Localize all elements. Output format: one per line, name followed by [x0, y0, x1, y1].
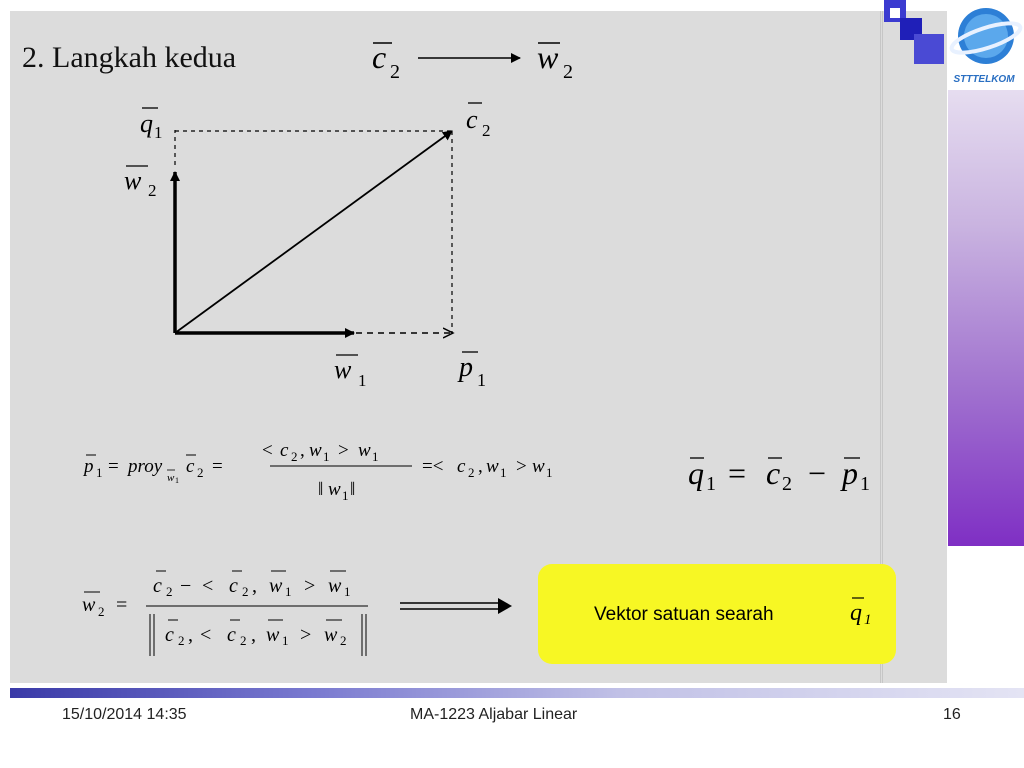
svg-text:>: >: [516, 456, 527, 477]
svg-text:1: 1: [154, 123, 163, 142]
svg-text:−: −: [180, 575, 192, 597]
svg-text:<: <: [262, 440, 273, 461]
svg-text:,: ,: [188, 624, 193, 646]
callout-box: [538, 564, 896, 664]
svg-text:c: c: [165, 624, 174, 646]
svg-text:>: >: [304, 575, 316, 597]
footer-date: 15/10/2014 14:35: [62, 706, 187, 723]
svg-text:‖: ‖: [350, 479, 356, 500]
footer-page-number: 16: [943, 706, 961, 723]
projection-diagram: [124, 103, 491, 390]
svg-text:2: 2: [468, 465, 475, 480]
svg-text:w: w: [358, 440, 371, 461]
svg-text:1: 1: [285, 584, 292, 599]
w2-equation: [82, 571, 368, 656]
svg-text:c: c: [186, 456, 195, 477]
svg-text:−: −: [808, 455, 827, 491]
svg-text:,: ,: [478, 456, 483, 477]
svg-text:1: 1: [372, 449, 379, 464]
svg-text:q: q: [850, 600, 862, 626]
svg-text:1: 1: [477, 370, 486, 390]
svg-text:=: =: [212, 456, 223, 477]
svg-text:p: p: [84, 456, 94, 477]
bottom-accent-bar: [10, 688, 1024, 698]
svg-text:,: ,: [251, 624, 256, 646]
svg-text:=<: =<: [422, 456, 444, 477]
svg-text:c: c: [372, 39, 387, 75]
c2-vector: [175, 131, 452, 333]
svg-text:>: >: [338, 440, 349, 461]
svg-text:c: c: [280, 440, 289, 461]
svg-text:c: c: [227, 624, 236, 646]
svg-text:w: w: [82, 594, 96, 616]
svg-text:q: q: [688, 455, 704, 491]
svg-text:w: w: [266, 624, 280, 646]
svg-text:1: 1: [864, 612, 872, 628]
svg-text:1: 1: [282, 633, 289, 648]
svg-text:c: c: [457, 456, 466, 477]
svg-text:1: 1: [96, 465, 103, 480]
svg-text:1: 1: [342, 488, 349, 503]
svg-text:=: =: [728, 455, 747, 491]
svg-text:2: 2: [340, 633, 347, 648]
svg-text:>: >: [300, 624, 312, 646]
svg-text:,: ,: [300, 440, 305, 461]
implies-arrow-icon: [400, 598, 512, 614]
callout-text: Vektor satuan searah: [594, 604, 774, 625]
svg-text:=: =: [108, 456, 119, 477]
svg-text:w: w: [269, 575, 283, 597]
svg-text:1: 1: [706, 473, 716, 495]
svg-text:1: 1: [344, 584, 351, 599]
svg-text:1: 1: [175, 476, 179, 485]
svg-text:=: =: [116, 594, 128, 616]
svg-text:w: w: [124, 166, 142, 195]
svg-text:w: w: [309, 440, 322, 461]
svg-text:2: 2: [482, 121, 491, 140]
svg-text:q: q: [140, 109, 153, 138]
svg-text:w: w: [328, 479, 341, 500]
svg-text:p: p: [842, 455, 858, 491]
svg-text:2: 2: [563, 61, 573, 83]
svg-text:w: w: [486, 456, 499, 477]
svg-text:1: 1: [500, 465, 507, 480]
svg-text:2: 2: [98, 604, 105, 619]
svg-text:c: c: [229, 575, 238, 597]
svg-text:w: w: [334, 355, 352, 384]
svg-text:w: w: [537, 39, 559, 75]
svg-text:2: 2: [197, 465, 204, 480]
projection-equation: [82, 440, 553, 503]
svg-text:1: 1: [323, 449, 330, 464]
svg-text:w: w: [167, 472, 175, 484]
svg-text:,: ,: [252, 575, 257, 597]
svg-text:2: 2: [291, 449, 298, 464]
svg-text:w: w: [328, 575, 342, 597]
svg-text:2: 2: [166, 584, 173, 599]
footer-course-title: MA-1223 Aljabar Linear: [410, 706, 578, 723]
svg-text:‖: ‖: [318, 479, 324, 500]
svg-text:p: p: [459, 352, 473, 383]
svg-text:<: <: [200, 624, 212, 646]
svg-text:proy: proy: [128, 456, 163, 477]
q1-symbol: [844, 592, 884, 632]
svg-text:c: c: [466, 105, 478, 134]
svg-text:2: 2: [782, 473, 792, 495]
svg-text:<: <: [202, 575, 214, 597]
svg-text:w: w: [532, 456, 545, 477]
sttelkom-logo: [944, 2, 1024, 90]
svg-text:1: 1: [358, 371, 367, 390]
q1-equation: [688, 455, 870, 495]
svg-text:2: 2: [390, 61, 400, 83]
header-mapping: [372, 39, 573, 83]
svg-text:c: c: [153, 575, 162, 597]
svg-text:w: w: [324, 624, 338, 646]
slide-heading: 2. Langkah kedua: [22, 41, 237, 74]
logo-text: STTTELKOM: [953, 74, 1015, 85]
svg-text:2: 2: [242, 584, 249, 599]
side-gradient-bar: [948, 90, 1024, 546]
svg-text:2: 2: [178, 633, 185, 648]
logo-globe-icon: [944, 2, 1024, 90]
svg-text:1: 1: [546, 465, 553, 480]
svg-text:2: 2: [240, 633, 247, 648]
svg-text:1: 1: [860, 473, 870, 495]
svg-text:c: c: [766, 455, 781, 491]
svg-text:2: 2: [148, 181, 157, 200]
